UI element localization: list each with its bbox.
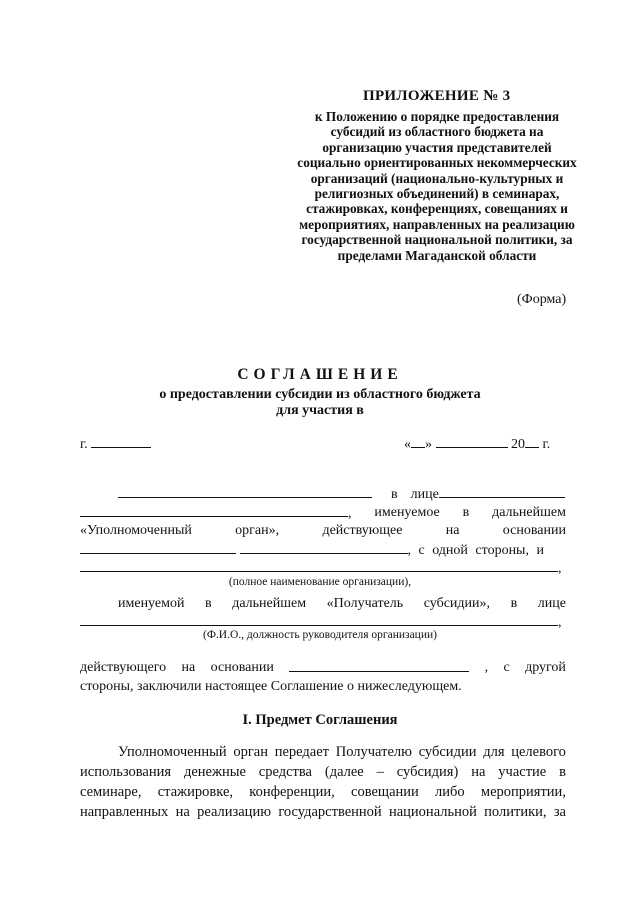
date-open-quote: « — [404, 437, 411, 452]
city-prefix: г. — [80, 437, 88, 452]
date-field — [404, 436, 550, 453]
year-blank — [525, 436, 539, 448]
note-organization: (полное наименование организации), — [228, 576, 412, 588]
basis-blank — [289, 660, 469, 672]
appendix-line: социально ориентированных некоммерческих — [297, 155, 577, 171]
appendix-line: субсидий из областного бюджета на — [330, 124, 544, 140]
appendix-line: к Положению о порядке предоставления — [314, 109, 560, 124]
basis-blank — [80, 542, 236, 554]
appendix-line: мероприятиях, направленных на реализацию — [299, 216, 575, 232]
in-person-text: лице — [410, 487, 439, 502]
agreement-subtitle-line: для участия в — [276, 403, 364, 418]
date-close-quote: » — [425, 437, 432, 452]
preamble-line-4: , с одной стороны, и — [80, 542, 566, 559]
basis-blank — [240, 542, 408, 554]
city-field — [80, 436, 151, 453]
preamble-line-6: именуемой в дальнейшем «Получатель субсидии», в лице — [118, 596, 566, 611]
appendix-line: государственной национальной политики, за — [301, 232, 573, 248]
preamble-line-7: , — [80, 614, 562, 631]
appendix-line: организацию участия представителей — [322, 139, 552, 155]
appendix-title: ПРИЛОЖЕНИЕ № 3 — [363, 88, 511, 104]
section-paragraph: Уполномоченный орган передает Получателю субсидии для целевого использования денежные средства (далее – субсидия) на участие в семинаре, стажировке, конференции, совещании либо мероприятии, направленных на реализацию государственной национальной политики, за — [80, 744, 566, 820]
preamble-line-2: , именуемое в дальнейшем — [80, 505, 566, 522]
appendix-line: организаций (национально-культурных и — [310, 170, 564, 186]
preamble-line-8: действующего на основании , с другой — [80, 660, 566, 675]
preamble-line-5: , — [80, 560, 562, 577]
appendix-line: пределами Магаданской области — [337, 247, 537, 263]
representative-blank — [80, 505, 348, 517]
agreement-title: СОГЛАШЕНИЕ — [237, 366, 403, 383]
preamble-line-3: «Уполномоченный орган», действующее на основании — [80, 523, 566, 538]
head-name-blank — [80, 614, 558, 626]
agreement-subtitle — [0, 387, 640, 419]
month-blank — [436, 436, 508, 448]
year-prefix: 20 — [511, 437, 525, 452]
appendix-description — [278, 109, 596, 263]
representative-blank — [439, 486, 565, 498]
agreement-subtitle-line: о предоставлении субсидии из областного бюджета — [159, 387, 481, 402]
preamble-line-9: стороны, заключили настоящее Соглашение о нижеследующем. — [80, 679, 462, 694]
appendix-line: религиозных объединений) в семинарах, — [314, 186, 560, 202]
year-suffix: г. — [542, 437, 551, 452]
day-blank — [411, 436, 425, 448]
appendix-line: стажировках, конференциях, совещаниях и — [306, 201, 568, 217]
organization-name-blank — [80, 560, 558, 572]
in-person-text: в — [391, 487, 398, 502]
section-heading: I. Предмет Соглашения — [242, 712, 398, 728]
note-head: (Ф.И.О., должность руководителя организации) — [203, 629, 437, 641]
city-blank — [91, 436, 151, 448]
authority-name-blank — [118, 486, 372, 498]
form-label: (Форма) — [517, 292, 567, 307]
preamble-line-1 — [118, 486, 565, 503]
